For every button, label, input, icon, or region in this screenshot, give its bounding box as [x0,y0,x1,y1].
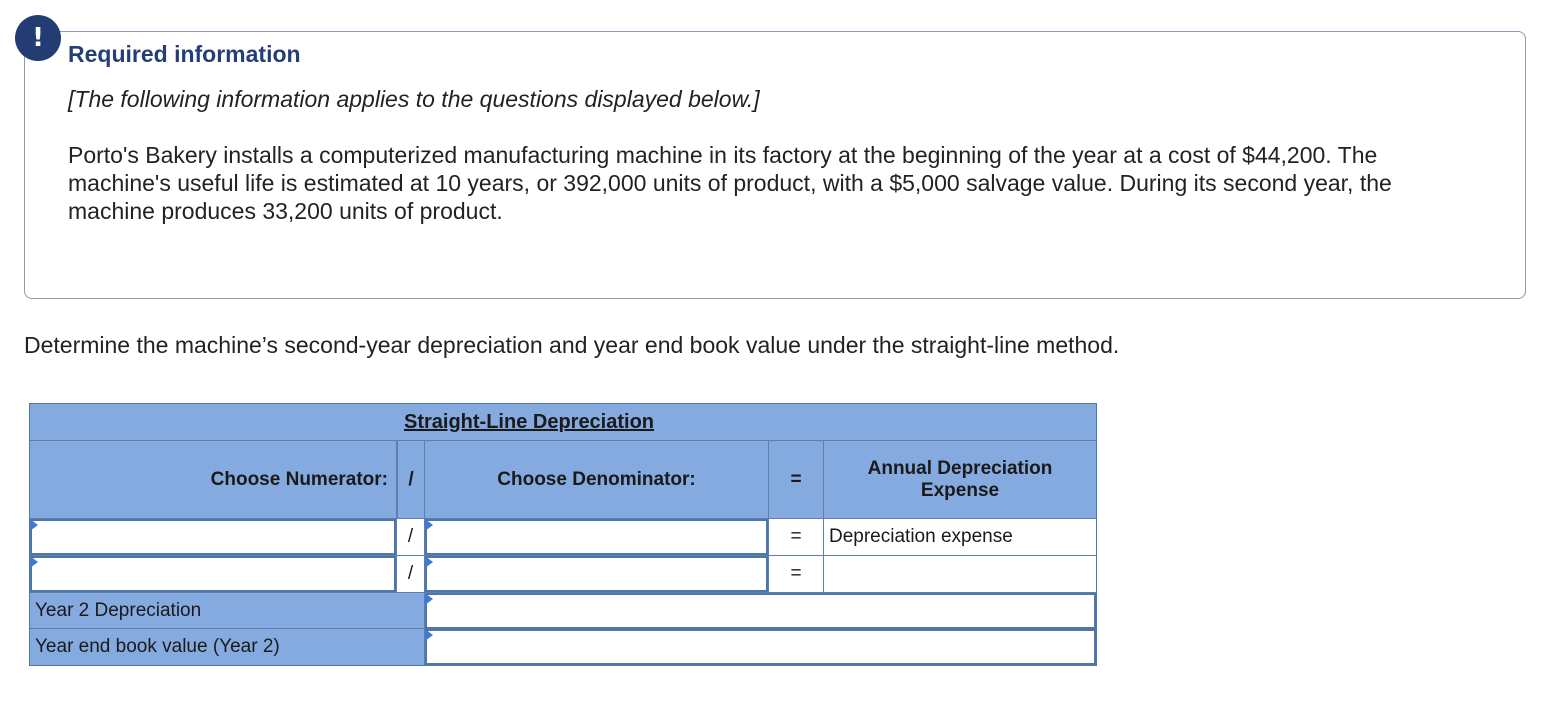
year-end-book-value-input[interactable] [425,629,1096,665]
alert-icon: ! [15,15,61,61]
header-result: Annual Depreciation Expense [824,441,1096,519]
header-denominator: Choose Denominator: [425,441,769,519]
dropdown-marker-icon [30,556,38,568]
dropdown-marker-icon [425,519,433,531]
row2-slash: / [397,556,425,593]
header-numerator: Choose Numerator: [30,441,397,519]
row1-slash: / [397,519,425,556]
row2-numerator-cell [30,556,397,593]
table-title: Straight-Line Depreciation [30,404,1096,441]
row1-denominator-cell [425,519,769,556]
year-end-book-value-cell [425,629,1096,665]
question-prompt: Determine the machine’s second-year depreciation and year end book value under the straight-line method. [24,332,1120,358]
dropdown-marker-icon [425,556,433,568]
required-info-title: Required information [68,41,301,67]
year2-depreciation-label: Year 2 Depreciation [30,593,425,629]
row2-denominator-cell [425,556,769,593]
year-end-book-value-label: Year end book value (Year 2) [30,629,425,665]
row2-numerator-input[interactable] [30,556,396,592]
dropdown-marker-icon [425,629,433,641]
row1-numerator-input[interactable] [30,519,396,555]
row1-numerator-cell [30,519,397,556]
required-info-body: Porto's Bakery installs a computerized manufacturing machine in its factory at the beginning of the year at a cost of $44,200. The machine's useful life is estimated at 10 years, or 392,000 units of product, with a $5,000 salvage value. During its second year, the machine produces 33,200 units of product. [68,142,1392,224]
year2-depreciation-cell [425,593,1096,629]
year2-depreciation-input[interactable] [425,593,1096,629]
row1-equals: = [769,519,824,556]
dropdown-marker-icon [425,593,433,605]
row2-equals: = [769,556,824,593]
straight-line-depreciation-table [29,403,1097,666]
header-equals: = [769,441,824,519]
dropdown-marker-icon [30,519,38,531]
row1-denominator-input[interactable] [425,519,768,555]
row2-result[interactable] [824,556,1096,593]
row1-result: Depreciation expense [824,519,1096,556]
row2-denominator-input[interactable] [425,556,768,592]
header-slash: / [397,441,425,519]
required-info-subtitle: [The following information applies to the questions displayed below.] [68,86,760,112]
